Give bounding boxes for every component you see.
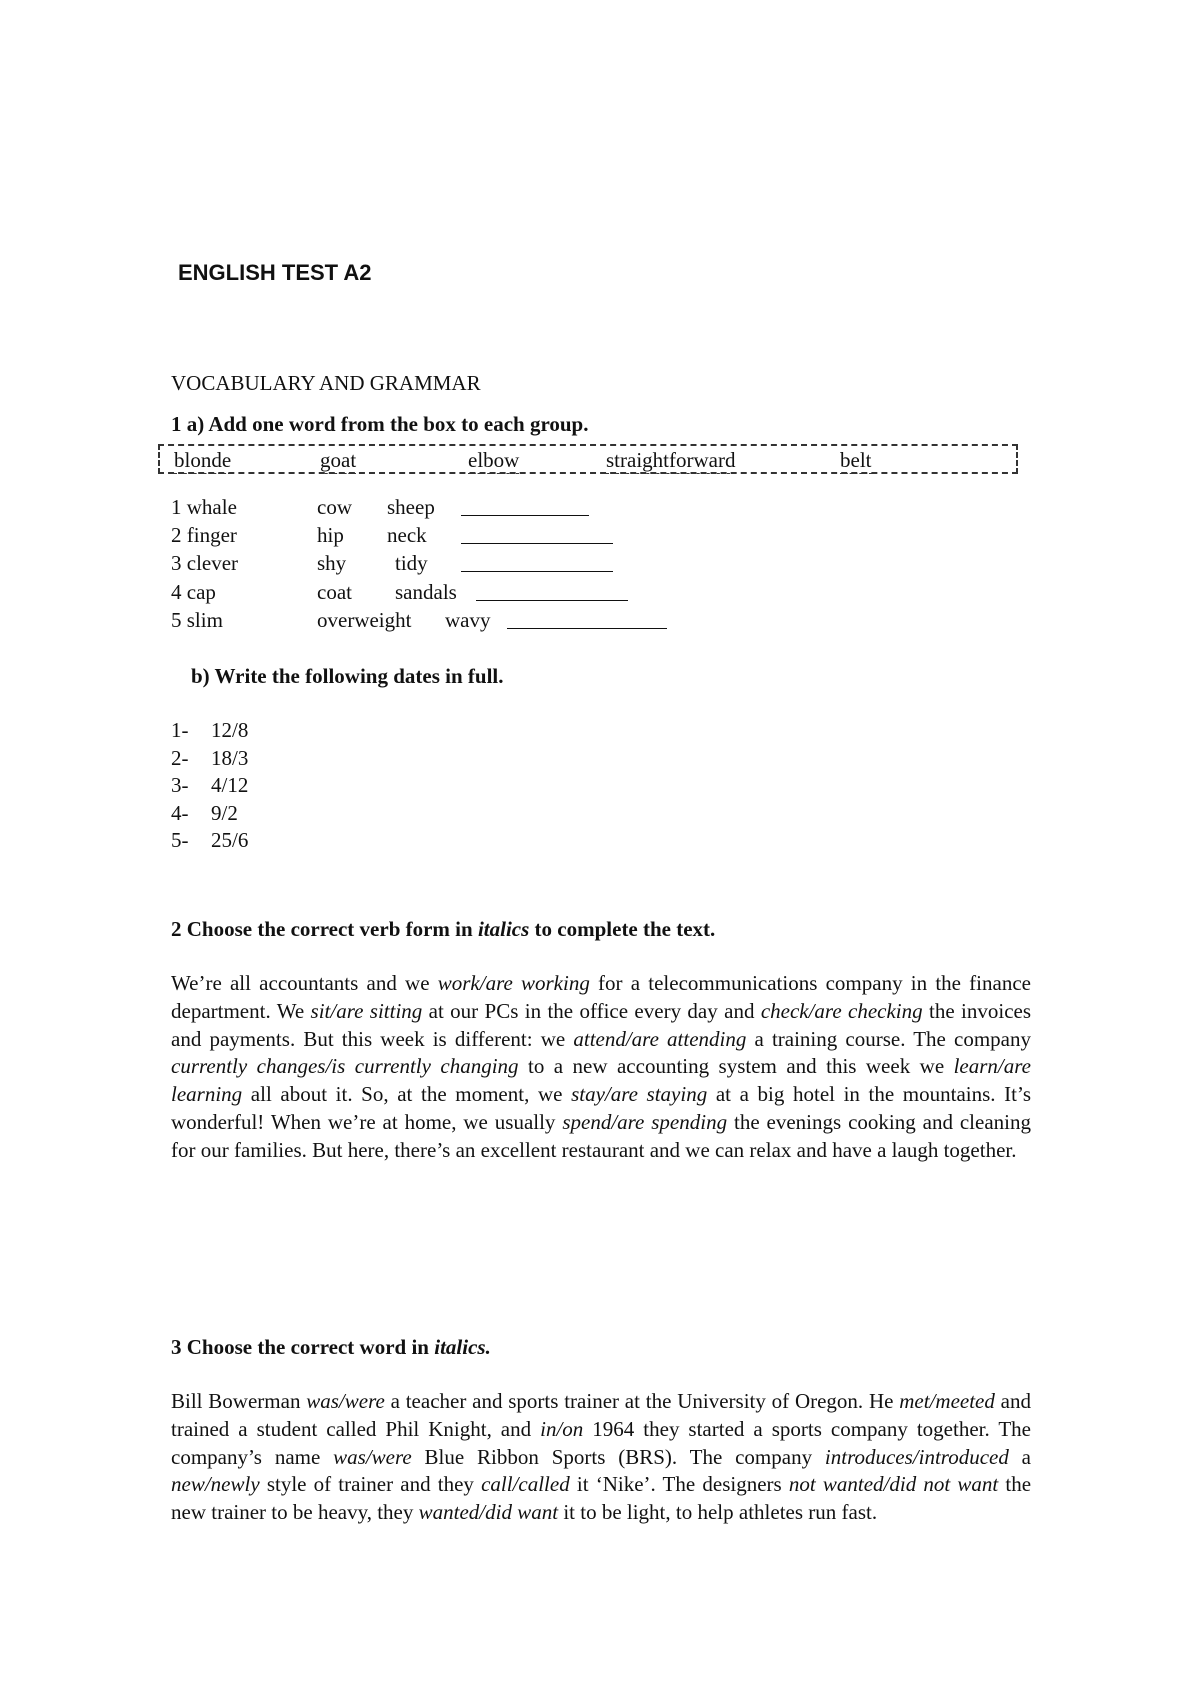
box-word: elbow xyxy=(468,448,520,472)
choice-option[interactable]: not wanted/did not want xyxy=(788,1472,999,1497)
group-word: 1 whale xyxy=(171,495,237,519)
q1a-heading: 1 a) Add one word from the box to each group. xyxy=(171,412,589,436)
group-word: 3 clever xyxy=(171,551,239,575)
q3-heading: 3 Choose the correct word in italics. xyxy=(171,1335,491,1359)
date-item: 4- 9/2 xyxy=(171,800,238,825)
choice-option[interactable]: new/newly xyxy=(171,1472,260,1497)
choice-option[interactable]: stay/are staying xyxy=(571,1082,708,1107)
date-item: 5- 25/6 xyxy=(171,828,249,853)
choice-option[interactable]: was/were xyxy=(306,1389,385,1413)
choice-option[interactable]: introduces/introduced xyxy=(824,1444,1009,1469)
group-word: coat xyxy=(317,580,352,604)
date-item: 3- 4/12 xyxy=(171,773,249,798)
q3-text: Bill Bowerman was/were a teacher and sports trainer at the University of Oregon. He met/meeted and trained a student called Phil Knight, and in/on 1964 they started a sports company together. The company’s name was/were Blue Ribbon Sports (BRS). The company introduces/introduced a new/newly style of trainer and they call/called it ‘Nike’. The designers not wanted/did not want the new trainer to be heavy, they wanted/did want it to be light, to help athletes run fast. xyxy=(171,1389,1032,1525)
box-word: goat xyxy=(320,448,357,472)
box-word: belt xyxy=(840,448,872,472)
choice-option[interactable]: call/called xyxy=(481,1472,570,1497)
choice-option[interactable]: learn/are learning xyxy=(171,1054,1031,1107)
group-word: 4 cap xyxy=(171,580,216,604)
group-word: overweight xyxy=(317,608,412,632)
date-item: 1- 12/8 xyxy=(171,718,249,742)
group-word: 2 finger xyxy=(171,523,237,547)
box-word: straightforward xyxy=(606,448,736,472)
choice-option[interactable]: attend/are attending xyxy=(573,1026,747,1051)
group-word: hip xyxy=(317,523,344,547)
group-word: shy xyxy=(317,551,347,575)
q2-heading: 2 Choose the correct verb form in italics to complete the text. xyxy=(171,917,716,941)
group-word: 5 slim xyxy=(171,608,223,632)
choice-option[interactable]: check/are checking xyxy=(760,998,923,1023)
dates-list xyxy=(171,717,248,855)
section-heading: VOCABULARY AND GRAMMAR xyxy=(171,371,481,395)
choice-option[interactable]: was/were xyxy=(333,1444,412,1469)
group-word: sheep xyxy=(387,495,435,519)
choice-option[interactable]: spend/are spending xyxy=(562,1109,728,1134)
test-title: ENGLISH TEST A2 xyxy=(178,260,372,285)
choice-option[interactable]: work/are working xyxy=(437,971,590,995)
choice-option[interactable]: wanted/did want xyxy=(418,1500,559,1525)
group-word: cow xyxy=(317,495,352,519)
box-word: blonde xyxy=(174,448,232,472)
group-word: wavy xyxy=(445,608,491,632)
choice-option[interactable]: in/on xyxy=(540,1416,584,1441)
choice-option[interactable]: met/meeted xyxy=(899,1389,995,1413)
choice-option[interactable]: sit/are sitting xyxy=(310,998,423,1023)
choice-option[interactable]: currently changes/is currently changing xyxy=(171,1054,519,1079)
group-word: sandals xyxy=(395,580,457,604)
q2-text: We’re all accountants and we work/are working for a telecommunications company in the finance department. We sit/are sitting at our PCs in the office every day and check/are checking the invoices and payments. But this week is different: we attend/are attending a training course. The company currently changes/is currently changing to a new accounting system and this week we learn/are learning all about it. So, at the moment, we stay/are staying at a big hotel in the mountains. It’s wonderful! When we’re at home, we usually spend/are spending the evenings cooking and cleaning for our families. But here, there’s an excellent restaurant and we can relax and have a laugh together. xyxy=(171,971,1032,1162)
group-word: tidy xyxy=(395,551,428,575)
date-item: 2- 18/3 xyxy=(171,745,249,770)
q1b-heading: b) Write the following dates in full. xyxy=(191,664,504,688)
word-box xyxy=(158,444,1018,474)
group-word: neck xyxy=(387,523,427,547)
